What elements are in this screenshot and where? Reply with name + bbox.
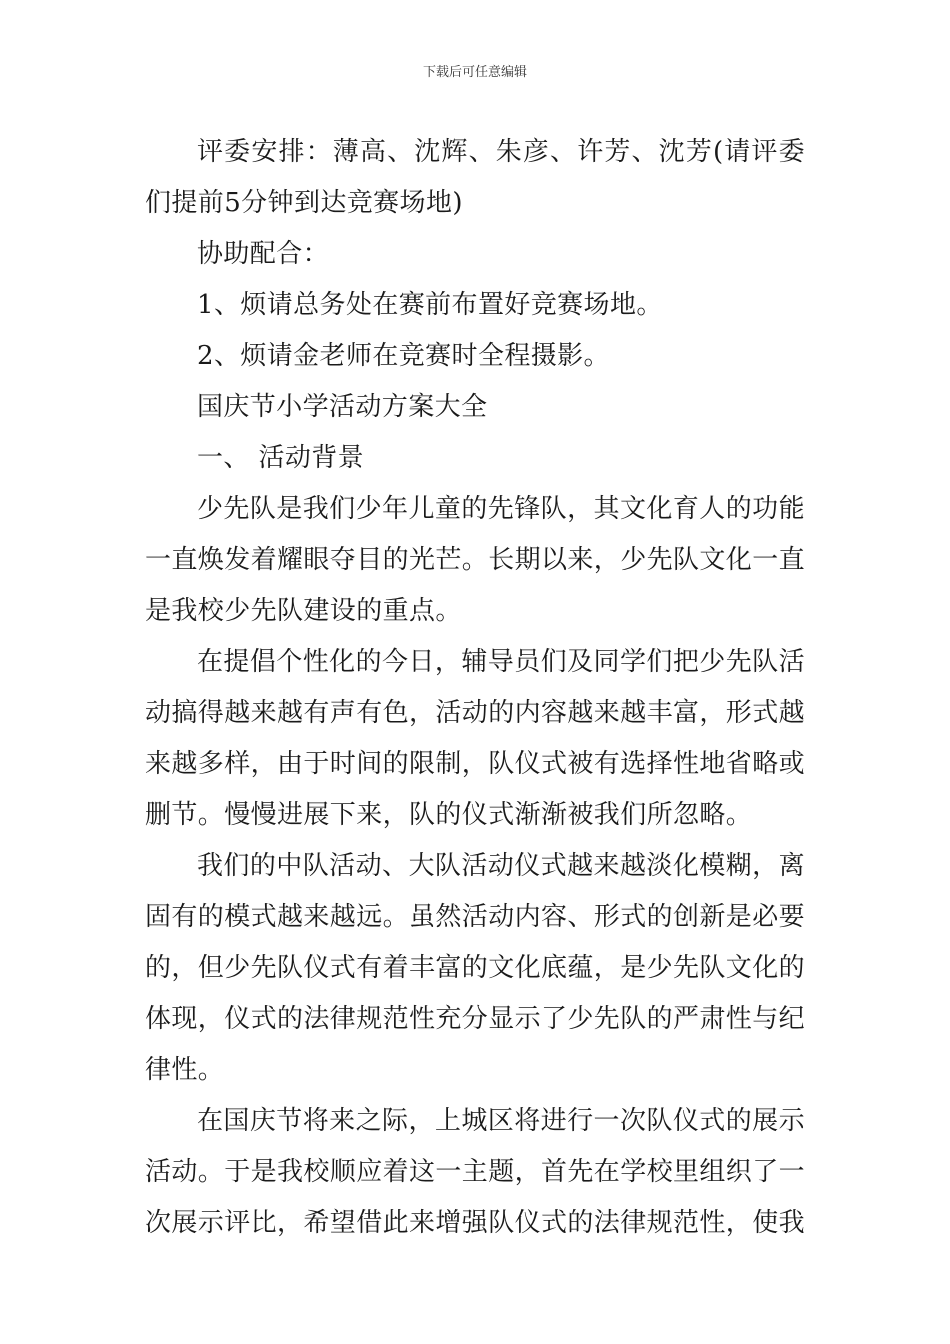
body-paragraph: 少先队是我们少年儿童的先锋队，其文化育人的功能一直焕发着耀眼夺目的光芒。长期以来，少先队文化一直是我校少先队建设的重点。 <box>145 494 806 626</box>
judges-paragraph: 评委安排：薄高、沈辉、朱彦、许芳、沈芳(请评委们提前5分钟到达竞赛场地) <box>145 137 805 218</box>
assistance-item-2: 2、烦请金老师在竞赛时全程摄影。 <box>197 341 610 371</box>
body-paragraph: 在提倡个性化的今日，辅导员们及同学们把少先队活动搞得越来越有声有色，活动的内容越来越丰富，形式越来越多样，由于时间的限制，队仪式被有选择性地省略或删节。慢慢进展下来，队的仪式渐渐被我们所忽略。 <box>145 647 806 830</box>
assistance-heading: 协助配合： <box>197 239 330 269</box>
assistance-item-1: 1、烦请总务处在赛前布置好竞赛场地。 <box>197 290 663 320</box>
section-heading-background: 一、 活动背景 <box>197 443 365 473</box>
body-paragraph: 在国庆节将来之际，上城区将进行一次队仪式的展示活动。于是我校顺应着这一主题，首先在学校里组织了一次展示评比，希望借此来增强队仪式的法律规范性，使我 <box>145 1106 806 1238</box>
section-title: 国庆节小学活动方案大全 <box>197 392 488 422</box>
document-body <box>145 127 805 1249</box>
body-paragraph: 我们的中队活动、大队活动仪式越来越淡化模糊，离固有的模式越来越远。虽然活动内容、形式的创新是必要的，但少先队仪式有着丰富的文化底蕴，是少先队文化的体现，仪式的法律规范性充分显示了少先队的严肃性与纪律性。 <box>145 851 806 1085</box>
page-header-note: 下载后可任意编辑 <box>422 65 527 80</box>
